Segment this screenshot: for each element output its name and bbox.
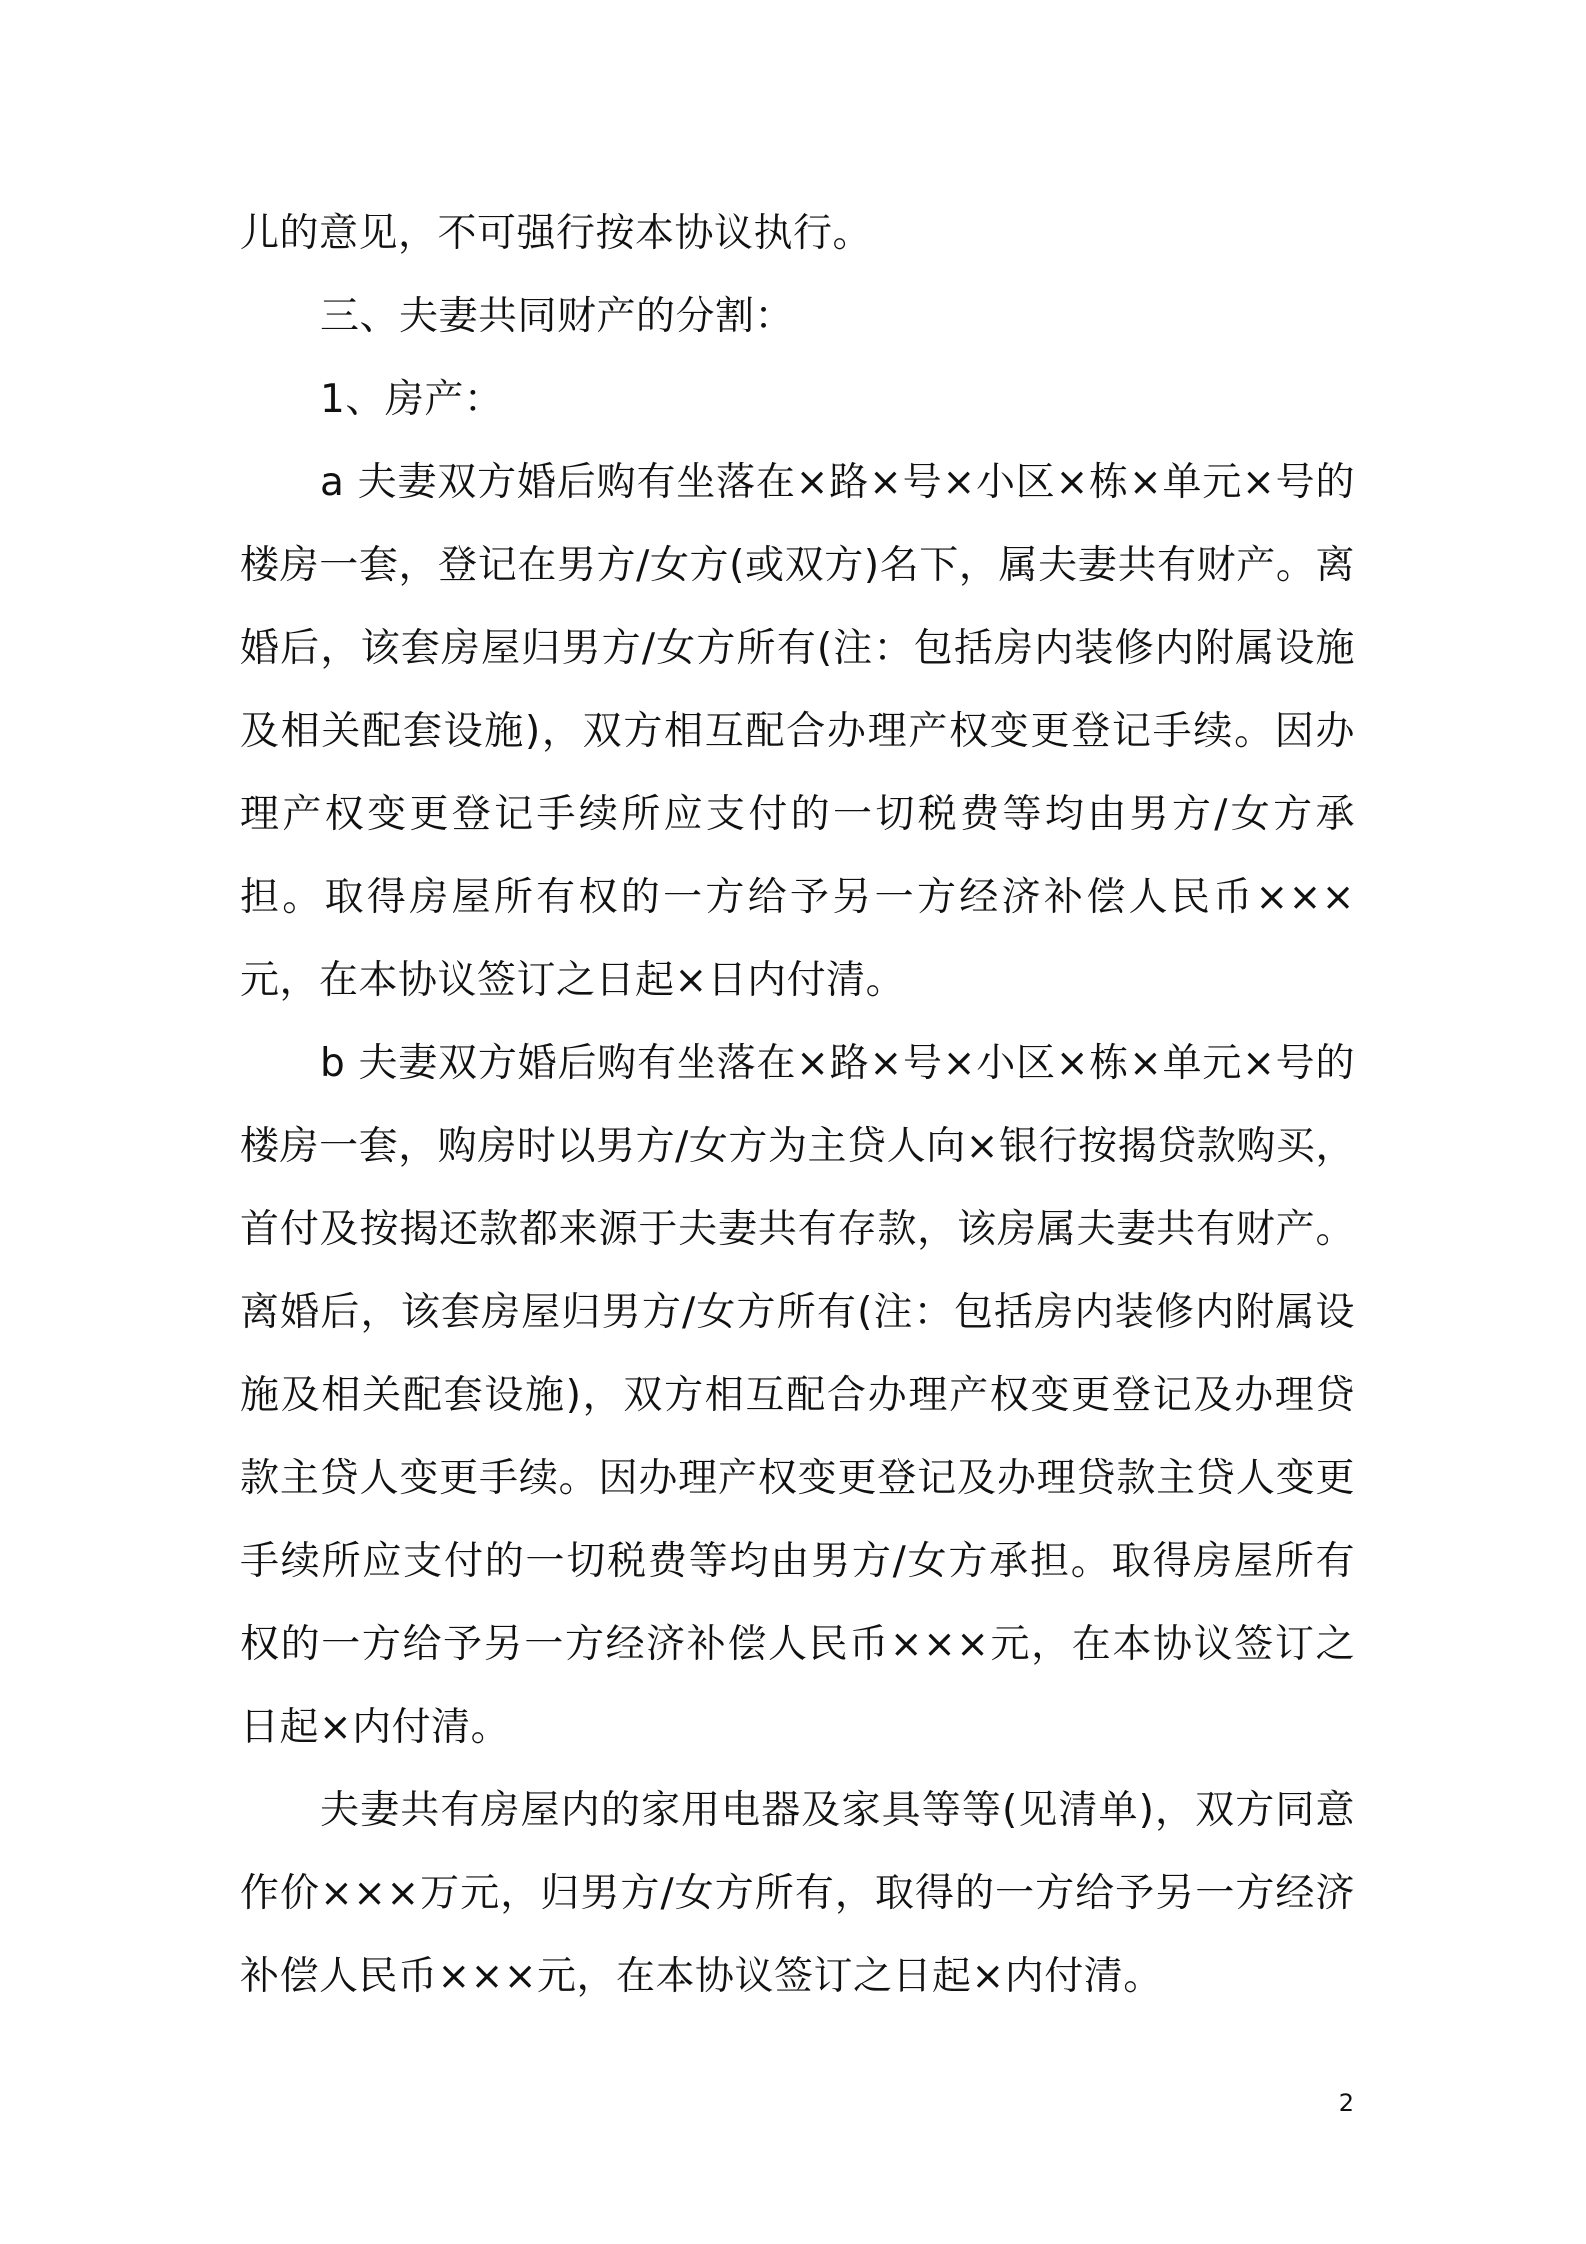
document-body — [240, 192, 1355, 2018]
paragraph-a: a 夫妻双方婚后购有坐落在×路×号×小区×栋×单元×号的楼房一套，登记在男方/女方(或双方)名下，属夫妻共有财产。离婚后，该套房屋归男方/女方所有(注：包括房内装修内附属设施及相关配套设施)，双方相互配合办理产权变更登记手续。因办理产权变更登记手续所应支付的一切税费等均由男方/女方承担。取得房屋所有权的一方给予另一方经济补偿人民币×××元，在本协议签订之日起×日内付清。 — [240, 460, 1355, 1003]
page-number: 2 — [1338, 2089, 1354, 2117]
appliances-paragraph: 夫妻共有房屋内的家用电器及家具等等(见清单)，双方同意作价×××万元，归男方/女方所有，取得的一方给予另一方经济补偿人民币×××元，在本协议签订之日起×内付清。 — [240, 1788, 1355, 1999]
subsection-heading: 1、房产： — [320, 377, 504, 422]
section-heading: 三、夫妻共同财产的分割： — [320, 294, 795, 339]
paragraph-b: b 夫妻双方婚后购有坐落在×路×号×小区×栋×单元×号的楼房一套，购房时以男方/女方为主贷人向×银行按揭贷款购买，首付及按揭还款都来源于夫妻共有存款，该房属夫妻共有财产。离婚后，该套房屋归男方/女方所有(注：包括房内装修内附属设施及相关配套设施)，双方相互配合办理产权变更登记及办理贷款主贷人变更手续。因办理产权变更登记及办理贷款主贷人变更手续所应支付的一切税费等均由男方/女方承担。取得房屋所有权的一方给予另一方经济补偿人民币×××元，在本协议签订之日起×内付清。 — [240, 1041, 1355, 1750]
continuation-text: 儿的意见，不可强行按本协议执行。 — [240, 211, 873, 256]
